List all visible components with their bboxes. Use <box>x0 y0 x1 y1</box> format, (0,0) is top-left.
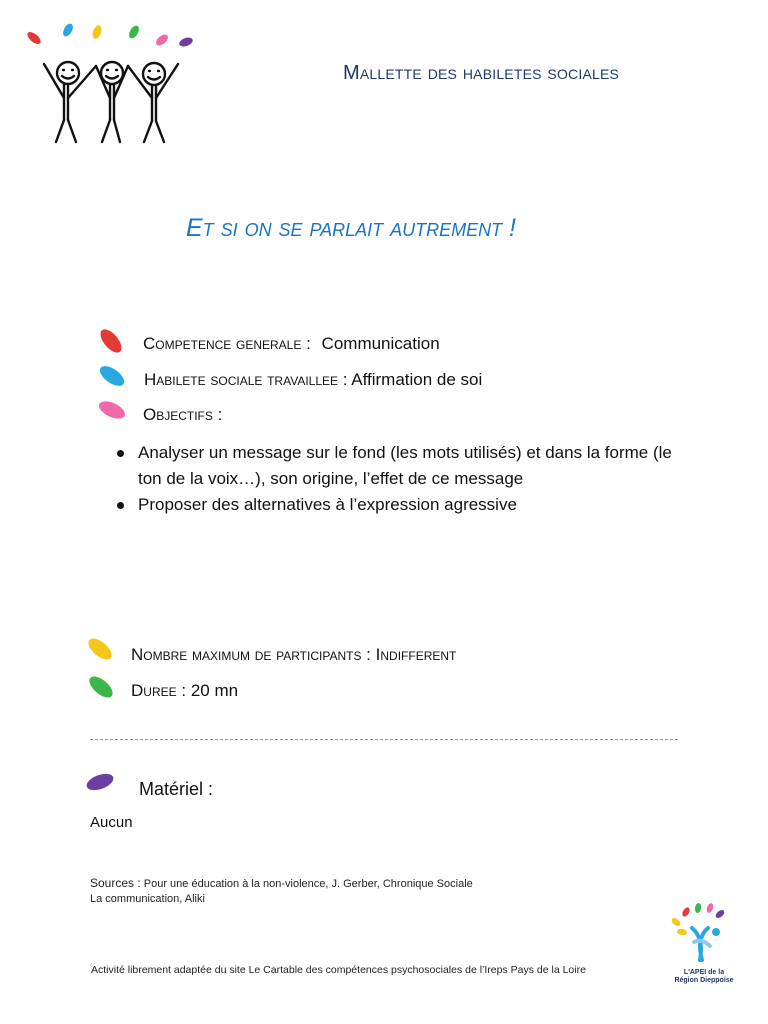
sources-label: Sources : <box>90 876 141 890</box>
habilete-line <box>144 370 482 390</box>
competence-label: Competence generale : <box>143 334 311 353</box>
bullet-icon <box>117 450 124 457</box>
red-leaf-icon <box>25 30 42 46</box>
page-title: Et si on se parlait autrement ! <box>186 214 516 242</box>
objectif-text: Analyser un message sur le fond (les mots utilisés) et dans la forme (le ton de la voix…), son origine, l’effet de ce message <box>138 443 672 488</box>
logo-line-2: Région Dieppoise <box>674 977 734 984</box>
pink-leaf-icon <box>154 32 170 47</box>
bullet-icon <box>117 502 124 509</box>
participants-label: Nombre maximum de participants : <box>131 645 371 664</box>
objectif-text: Proposer des alternatives à l’expression agressive <box>138 495 517 514</box>
blue-leaf-icon <box>61 22 75 38</box>
purple-leaf-icon <box>84 771 115 794</box>
competence-value: Communication <box>321 334 440 353</box>
purple-leaf-icon <box>178 36 194 48</box>
habilete-value: Affirmation de soi <box>351 370 483 389</box>
list-item <box>113 492 673 518</box>
dashed-divider <box>90 739 678 740</box>
materiel-label: Matériel : <box>139 779 214 799</box>
sources-text-1: Pour une éducation à la non-violence, J. Gerber, Chronique Sociale <box>143 878 473 890</box>
pink-leaf-icon <box>96 398 127 423</box>
apei-logo-icon <box>664 902 744 964</box>
yellow-leaf-icon <box>91 24 103 40</box>
habilete-label: Habilete sociale travaillee : <box>144 370 348 389</box>
logo-line-1: L'APEI de la <box>683 969 725 976</box>
duree-line <box>131 681 238 701</box>
red-leaf-icon <box>97 326 126 356</box>
participants-line <box>131 645 456 665</box>
apei-logo <box>664 902 744 984</box>
juggling-figures-illustration <box>20 18 200 148</box>
footer-credit: Activité librement adaptée du site Le Cartable des compétences psychosociales de l’Ireps Pays de la Loire <box>91 964 586 976</box>
duree-label: Duree : <box>131 681 187 700</box>
sources-block <box>90 876 473 907</box>
duree-value: 20 mn <box>190 681 239 700</box>
blue-leaf-icon <box>97 362 128 390</box>
objectifs-label: Objectifs : <box>143 405 223 424</box>
sources-line-1 <box>90 876 473 892</box>
green-leaf-icon <box>86 673 116 702</box>
header-title: Mallette des habiletes sociales <box>343 62 620 84</box>
competence-line <box>143 334 440 354</box>
green-leaf-icon <box>127 24 141 40</box>
yellow-leaf-icon <box>85 635 115 664</box>
materiel-value: Aucun <box>90 814 133 831</box>
objectifs-list <box>113 440 673 518</box>
list-item <box>113 440 673 492</box>
sources-line-2: La communication, Aliki <box>90 893 205 905</box>
participants-value: Indifferent <box>375 645 457 664</box>
